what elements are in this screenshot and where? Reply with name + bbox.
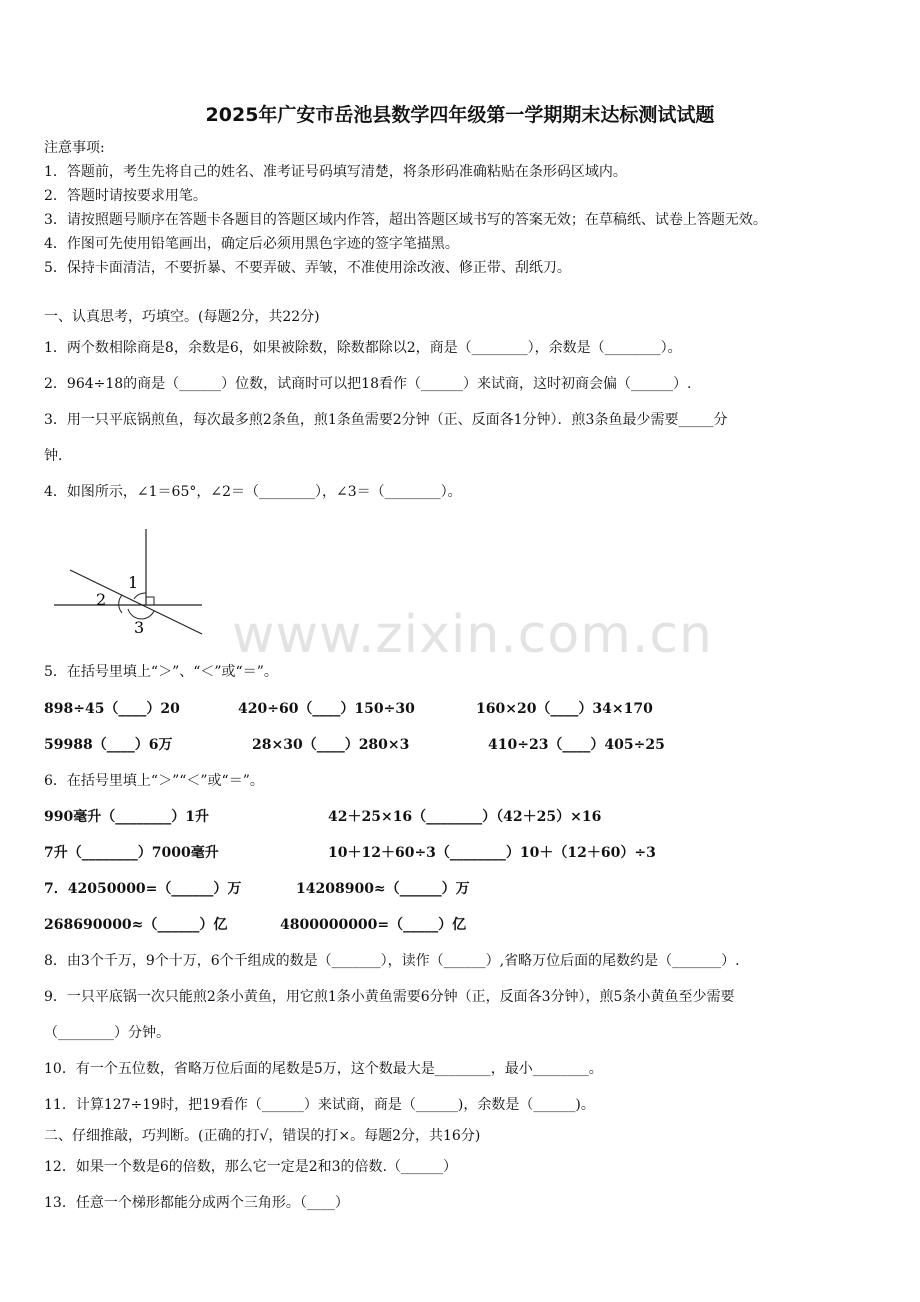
question-13: 13．任意一个梯形都能分成两个三角形。（____） — [44, 1195, 349, 1211]
question-5: 5．在括号里填上“＞”、“＜”或“＝”。 — [44, 664, 278, 680]
q6-item-2: 42＋25×16（________）（42＋25）×16 — [328, 809, 602, 825]
angle-1-arc — [134, 593, 146, 599]
question-12: 12．如果一个数是6的倍数，那么它一定是2和3的倍数.（______） — [44, 1159, 457, 1175]
page-title: 2025年广安市岳池县数学四年级第一学期期末达标测试试题 — [205, 104, 715, 126]
q5-item-1: 898÷45（____）20 — [44, 701, 180, 717]
q7-item-1: 7．42050000=（______）万 — [44, 881, 242, 897]
q6-item-4: 10＋12＋60÷3（________）10＋（12＋60）÷3 — [328, 845, 656, 861]
question-10: 10．有一个五位数，省略万位后面的尾数是5万，这个数最大是________，最小________。 — [44, 1061, 603, 1077]
angle-figure — [50, 527, 210, 642]
angle-1-label: 1 — [128, 573, 139, 592]
q6-item-1: 990毫升（________）1升 — [44, 809, 209, 825]
q5-item-2: 420÷60（____）150÷30 — [238, 701, 415, 717]
angle-3-label: 3 — [134, 618, 145, 637]
question-6: 6．在括号里填上“＞”“＜”或“＝”。 — [44, 773, 264, 789]
notice-heading: 注意事项: — [44, 140, 105, 156]
notice-item-3: 3．请按照题号顺序在答题卡各题目的答题区域内作答，超出答题区域书写的答案无效；在草稿纸、试卷上答题无效。 — [44, 212, 767, 228]
q6-item-3: 7升（________）7000毫升 — [44, 845, 219, 861]
q5-item-3: 160×20（____）34×170 — [476, 701, 653, 717]
question-4: 4．如图所示，∠1＝65°，∠2＝（________），∠3＝（________）。 — [44, 484, 462, 500]
watermark: www.zixin.com.cn — [232, 605, 713, 665]
angle-2-arc — [119, 595, 122, 613]
notice-item-1: 1．答题前，考生先将自己的姓名、准考证号码填写清楚，将条形码准确粘贴在条形码区域内。 — [44, 164, 627, 180]
section-2-heading: 二、仔细推敲，巧判断。(正确的打√，错误的打×。每题2分，共16分) — [44, 1128, 481, 1144]
question-11: 11．计算127÷19时，把19看作（______）来试商，商是（______)，余数是（______)。 — [44, 1097, 595, 1113]
q5-item-4: 59988（____）6万 — [44, 737, 173, 753]
question-9-line-1: 9．一只平底锅一次只能煎2条小黄鱼，用它煎1条小黄鱼需要6分钟（正，反面各3分钟），煎5条小黄鱼至少需要 — [44, 989, 735, 1005]
q7-item-4: 4800000000=（_____）亿 — [280, 917, 467, 933]
q7-item-3: 268690000≈（______）亿 — [44, 917, 228, 933]
section-1-heading: 一、认真思考，巧填空。(每题2分，共22分) — [44, 309, 320, 325]
notice-item-4: 4．作图可先使用铅笔画出，确定后必须用黑色字迹的签字笔描黑。 — [44, 236, 459, 252]
q5-item-6: 410÷23（____）405÷25 — [488, 737, 665, 753]
question-3-line-1: 3．用一只平底锅煎鱼，每次最多煎2条鱼，煎1条鱼需要2分钟（正、反面各1分钟）．煎3条鱼最少需要_____分 — [44, 412, 728, 428]
question-1: 1．两个数相除商是8，余数是6，如果被除数，除数都除以2，商是（________），余数是（________）。 — [44, 340, 682, 356]
angle-2-label: 2 — [96, 590, 107, 609]
q7-item-2: 14208900≈（______）万 — [296, 881, 470, 897]
notice-item-5: 5．保持卡面清洁，不要折暴、不要弄破、弄皱，不准使用涂改液、修正带、刮纸刀。 — [44, 260, 571, 276]
question-3-line-2: 钟． — [44, 448, 72, 464]
right-angle-mark — [146, 597, 154, 605]
notice-item-2: 2．答题时请按要求用笔。 — [44, 188, 207, 204]
question-2: 2．964÷18的商是（______）位数，试商时可以把18看作（______）来试商，这时初商会偏（______）. — [44, 376, 692, 392]
question-9-line-2: （________）分钟。 — [44, 1025, 170, 1041]
q5-item-5: 28×30（____）280×3 — [252, 737, 410, 753]
question-8: 8．由3个千万，9个十万，6个千组成的数是（_______），读作（______）,省略万位后面的尾数约是（_______）. — [44, 953, 740, 969]
